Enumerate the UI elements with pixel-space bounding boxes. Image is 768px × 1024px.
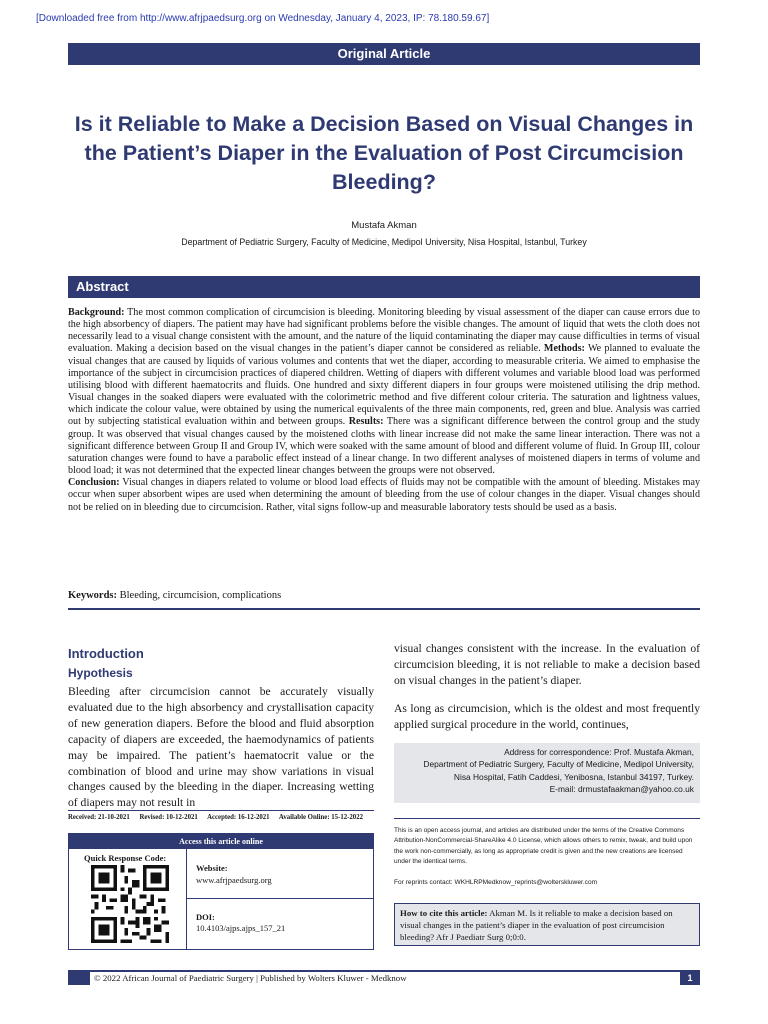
access-heading: Access this article online	[69, 834, 373, 849]
correspondence-line3: Nisa Hospital, Fatih Caddesi, Yenibosna, Istanbul 34197, Turkey.	[453, 771, 694, 782]
keywords-label: Keywords:	[68, 590, 117, 601]
qr-label: Quick Response Code:	[84, 853, 167, 863]
body-column-right-para1: visual changes consistent with the increase. In the evaluation of circumcision bleeding, it is not reliable to make a decision based on visual changes in the patient’s diaper.	[394, 642, 700, 687]
date-online: Available Online: 15-12-2022	[278, 814, 363, 821]
methods-label: Methods:	[543, 343, 585, 355]
background-label: Background:	[68, 307, 125, 318]
author-affiliation: Department of Pediatric Surgery, Faculty of Medicine, Medipol University, Nisa Hospital, Istanbul, Turkey	[181, 237, 587, 247]
cite-text: Akman M. Is it reliable to make a decision based on visual changes in the patient’s diaper in the evaluation of post circumcision bleeding? Afr J Paediatr Surg 0;0:0.	[400, 908, 673, 942]
introduction-heading	[68, 646, 144, 661]
reprints-contact: For reprints contact: WKHLRPMedknow_reprints@wolterskluwer.com	[394, 879, 598, 886]
date-accepted: Accepted: 16-12-2021	[207, 814, 270, 821]
article-title: Is it Reliable to Make a Decision Based on Visual Changes in the Patient’s Diaper in the Evaluation of Post Circumcision Bleeding?	[74, 112, 694, 194]
conclusion-label: Conclusion:	[68, 477, 120, 489]
correspondence-box	[394, 743, 700, 803]
license-rule	[394, 818, 700, 819]
footer-text: © 2022 African Journal of Paediatric Surgery | Published by Wolters Kluwer - Medknow	[94, 973, 407, 983]
cite-label: How to cite this article:	[400, 908, 488, 918]
correspondence-email: E-mail: drmustafaakman@yahoo.co.uk	[549, 783, 694, 794]
date-received: Received: 21-10-2021	[68, 814, 130, 821]
abstract-body	[68, 307, 700, 514]
license-text: This is an open access journal, and articles are distributed under the terms of the Creative Commons Attribution-NonCommercial-ShareAlike 4.0 License, which allows others to remix, tweak, and build upon the work non-commercially, as long as appropriate credit is given and the new creations are licensed under the identical terms.	[394, 827, 693, 865]
article-dates	[68, 814, 374, 821]
date-revised: Revised: 10-12-2021	[139, 814, 198, 821]
doi-value[interactable]: 10.4103/ajps.ajps_157_21	[196, 923, 286, 933]
methods-text: We planned to evaluate the visual changes that are caused by liquids of various volumes and contents that wet the diaper, according to measurable criteria. We aimed to emphasise the importance of the subject in circumcision practices of diapered children. Wetting of diapers with different volumes and variable blood load was performed utilising blood with different haematocrits and fluids. One hundred and sixty different diapers in four groups were moistened utilising the drip method. Visual changes in the soaked diapers were evaluated with the colorimetric method and five different colour criteria. The saturation and lightness values, which indicate the colour value, were obtained by using the numerical equivalents of the three main components, red, green and blue. Analysis was carried out by subjecting statistical evaluation within and between groups.	[68, 343, 700, 428]
keywords	[68, 590, 700, 601]
access-divider-horizontal	[186, 898, 373, 899]
page-number: 1	[680, 972, 700, 985]
background-text: The most common complication of circumcision is bleeding. Monitoring bleeding by visual assessment of the diaper can cause errors due to the high absorbency of diapers. The patient may have had significant problems before the visible changes. The amount of liquid that wets the cloth does not necessarily lead to a visual change consistent with the amount, and the nature of the liquid contaminating the diaper may cause difficulties in terms of visual evaluation. Making a decision based on the visual changes in the patient’s diaper cannot be considered as reliable.	[68, 307, 701, 355]
website-label: Website:	[196, 863, 228, 873]
access-box	[68, 833, 374, 950]
introduction-heading-text: Introduction	[68, 646, 144, 661]
keywords-text: Bleeding, circumcision, complications	[119, 590, 282, 601]
doi-label: DOI:	[196, 912, 215, 922]
abstract-heading: Abstract	[68, 276, 700, 298]
correspondence-line1: Address for correspondence: Prof. Mustafa Akman,	[504, 747, 694, 757]
keywords-rule	[68, 608, 700, 610]
conclusion-text: Visual changes in diapers related to volume or blood load effects of fluids may not be compatible with the amount of bleeding. Mistakes may occur when super absorbent wipes are used when determining the amount of bleeding from the use of colour changes in the diaper. Visual changes should not be relied on in bleeding due to circumcision. Rather, vital signs follow-up and measurable laboratory tests should be used as a basis.	[68, 477, 700, 513]
body-column-right-para2: As long as circumcision, which is the oldest and most frequently applied surgical procedure in the world, continues,	[394, 702, 700, 731]
section-label: Original Article	[68, 43, 700, 65]
hypothesis-heading: Hypothesis	[68, 666, 133, 680]
results-label: Results:	[348, 416, 384, 428]
correspondence-line2: Department of Pediatric Surgery, Faculty of Medicine, Medipol University,	[423, 759, 694, 770]
dates-rule	[68, 810, 374, 811]
website-link[interactable]: www.afrjpaedsurg.org	[196, 875, 272, 885]
footer	[68, 972, 700, 985]
access-divider-vertical	[186, 849, 187, 950]
footer-accent-block	[68, 972, 90, 985]
qr-code-icon[interactable]	[91, 865, 169, 943]
results-text: There was a significant difference between the control group and the study group. It was observed that visual changes caused by the moistened cloths with linear increase did not make the same linear interaction. There was not a significant difference between Group II and Group IV, which were soaked with the same amount of blood and different volume of fluid. In Group III, colour saturation changes were found to have a parabolic effect instead of a linear change. In two different analyses of moistened diapers in terms of volume and blood load; it was not determined that the expected linear changes between the groups were not observed.	[68, 416, 700, 477]
author-name: Mustafa Akman	[351, 220, 417, 231]
body-column-left: Bleeding after circumcision cannot be accurately visually evaluated due to the high absorbency and crystallisation capacity of new generation diapers. Before the blood and fluid absorption capacity of diapers are exceeded, the haemodynamics of patients may be impaired. The patient’s haematocrit value or the combination of blood and urine may show variations in visual changes caused by the bleeding in the diaper. Increasing wetting of diapers may not result in	[68, 685, 374, 810]
download-notice: [Downloaded free from http://www.afrjpaedsurg.org on Wednesday, January 4, 2023, IP: 78.180.59.67]	[36, 13, 490, 24]
cite-box	[394, 903, 700, 946]
